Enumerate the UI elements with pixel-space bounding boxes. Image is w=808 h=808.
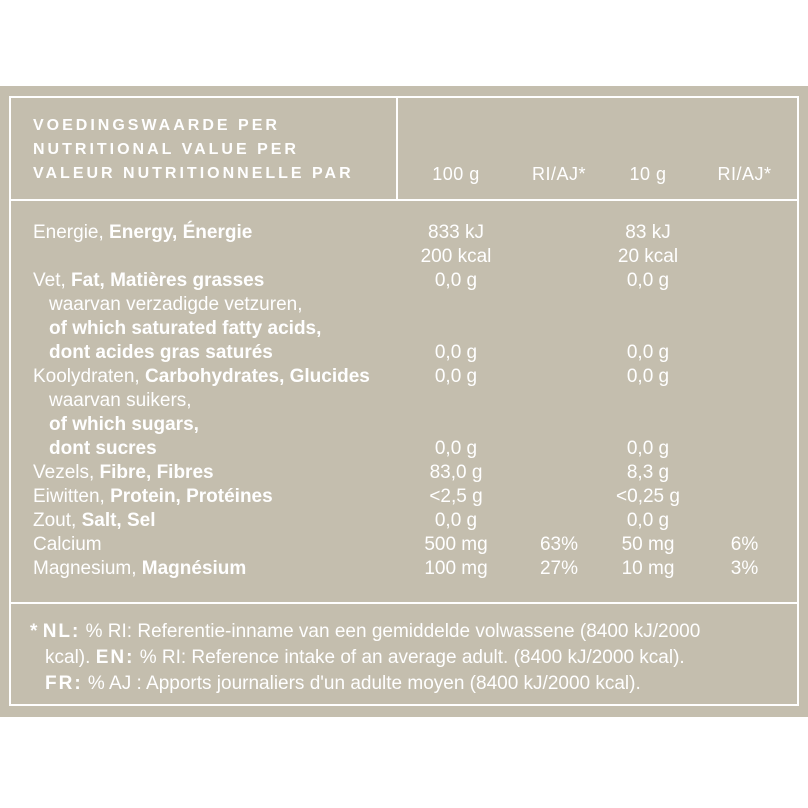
nutrient-row [11, 485, 797, 509]
nutrient-label [11, 557, 398, 581]
value-ri-aj-1 [514, 341, 604, 365]
text-part: EN: [95, 647, 135, 668]
nutrition-table-frame [9, 96, 799, 706]
table-body [11, 201, 797, 602]
column-header-ri-aj-2: RI/AJ* [717, 164, 772, 184]
value-ri-aj-2 [692, 341, 797, 365]
nutrient-row [11, 413, 797, 437]
value-ri-aj-2 [692, 293, 797, 317]
column-headers [398, 98, 797, 199]
value-ri-aj-2 [692, 389, 797, 413]
text-part: waarvan suikers, [49, 390, 192, 411]
column-header-ri-aj-1: RI/AJ* [531, 164, 586, 184]
value-100g [398, 389, 514, 413]
value-100g [398, 413, 514, 437]
nutrient-label [11, 461, 398, 485]
nutrient-label [11, 317, 398, 341]
footnote-line [30, 645, 777, 671]
value-10g: 0,0 g [626, 342, 670, 363]
value-100g [398, 317, 514, 341]
value-100g: <2,5 g [429, 486, 483, 507]
text-part: dont sucres [49, 438, 157, 459]
text-part: Énergie [182, 222, 253, 243]
value-ri-aj-1 [514, 221, 604, 245]
value-ri-aj-1: 27% [539, 558, 579, 579]
nutrient-label [11, 509, 398, 533]
value-ri-aj-1 [514, 317, 604, 341]
value-ri-aj-1 [514, 245, 604, 269]
value-ri-aj-1 [514, 485, 604, 509]
value-ri-aj-2 [692, 413, 797, 437]
value-10g: 83 kJ [625, 222, 671, 243]
nutrient-row [11, 245, 797, 269]
value-ri-aj-2 [692, 461, 797, 485]
text-part: Magnésium [141, 558, 247, 579]
value-ri-aj-2 [692, 509, 797, 533]
text-part: Vezels, [33, 462, 100, 483]
value-100g: 833 kJ [428, 222, 484, 243]
nutrient-label [11, 341, 398, 365]
text-part: Zout, [33, 510, 82, 531]
value-10g [604, 389, 692, 413]
value-ri-aj-2 [692, 437, 797, 461]
column-header-10g: 10 g [629, 164, 667, 184]
nutrient-label [11, 365, 398, 389]
footnote-line [30, 619, 777, 645]
text-part: waarvan verzadigde vetzuren, [49, 294, 303, 315]
value-ri-aj-2 [692, 485, 797, 509]
value-10g: 0,0 g [626, 270, 670, 291]
value-10g: 10 mg [621, 558, 675, 579]
text-part: Energy, [109, 222, 183, 243]
header-title [11, 98, 398, 199]
value-ri-aj-2 [692, 269, 797, 293]
nutrient-label [11, 293, 398, 317]
text-part: of which sugars, [49, 414, 199, 435]
value-10g: 0,0 g [626, 438, 670, 459]
text-part: of which saturated fatty acids, [49, 318, 322, 339]
nutrient-row [11, 221, 797, 245]
value-100g: 0,0 g [434, 438, 478, 459]
value-ri-aj-1 [514, 365, 604, 389]
value-ri-aj-1 [514, 293, 604, 317]
footnote [11, 602, 797, 704]
value-ri-aj-1 [514, 269, 604, 293]
text-part: kcal). [45, 647, 96, 668]
text-part: % AJ : Apports journaliers d'un adulte moyen (8400 kJ/2000 kcal). [82, 673, 641, 694]
nutrient-row [11, 389, 797, 413]
value-10g: 50 mg [621, 534, 675, 555]
value-ri-aj-1 [514, 389, 604, 413]
column-header-100g: 100 g [432, 164, 480, 184]
value-10g: 20 kcal [617, 246, 679, 267]
text-part: Magnesium, [33, 558, 142, 579]
nutrient-label [11, 533, 398, 557]
text-part: Fibres [156, 462, 214, 483]
nutrient-row [11, 533, 797, 557]
text-part: % RI: Referentie-inname van een gemiddelde volwassene (8400 kJ/2000 [80, 621, 701, 642]
value-ri-aj-2 [692, 317, 797, 341]
text-part: Glucides [289, 366, 370, 387]
nutrient-label [11, 485, 398, 509]
value-ri-aj-1 [514, 413, 604, 437]
value-100g: 0,0 g [434, 366, 478, 387]
value-100g [398, 293, 514, 317]
text-part: Koolydraten, [33, 366, 145, 387]
value-ri-aj-2 [692, 221, 797, 245]
value-10g: <0,25 g [616, 486, 680, 507]
nutrient-row [11, 269, 797, 293]
text-part: dont acides gras saturés [49, 342, 273, 363]
nutrient-row [11, 293, 797, 317]
text-part: NL: [42, 621, 81, 642]
text-part: Sel [126, 510, 156, 531]
value-100g: 200 kcal [420, 246, 492, 267]
value-100g: 0,0 g [434, 270, 478, 291]
text-part: Eiwitten, [33, 486, 111, 507]
table-header [11, 98, 797, 201]
nutrition-panel [0, 86, 808, 717]
text-part: Fat, [71, 270, 111, 291]
header-title-line-nl: VOEDINGSWAARDE PER [33, 117, 280, 134]
value-100g: 0,0 g [434, 342, 478, 363]
value-100g: 0,0 g [434, 510, 478, 531]
value-10g: 8,3 g [626, 462, 670, 483]
nutrient-label [11, 437, 398, 461]
header-title-line-en: NUTRITIONAL VALUE PER [33, 141, 299, 158]
value-10g: 0,0 g [626, 366, 670, 387]
header-title-line-fr: VALEUR NUTRITIONNELLE PAR [33, 165, 354, 182]
value-ri-aj-1 [514, 509, 604, 533]
text-part: Salt, [81, 510, 127, 531]
nutrient-row [11, 557, 797, 581]
nutrient-row [11, 437, 797, 461]
nutrient-label [11, 413, 398, 437]
value-ri-aj-1: 63% [539, 534, 579, 555]
nutrient-label [11, 221, 398, 245]
value-ri-aj-2: 6% [730, 534, 759, 555]
nutrient-label [11, 269, 398, 293]
value-ri-aj-2 [692, 365, 797, 389]
text-part: % RI: Reference intake of an average adult. (8400 kJ/2000 kcal). [134, 647, 685, 668]
nutrient-label [11, 245, 398, 269]
text-part: FR: [45, 673, 83, 694]
text-part: Matières grasses [110, 270, 265, 291]
text-part: Protéines [186, 486, 273, 507]
text-part: Calcium [33, 534, 102, 555]
value-ri-aj-2: 3% [730, 558, 759, 579]
text-part: Vet, [33, 270, 72, 291]
text-part: * [30, 621, 43, 642]
text-part: Protein, [110, 486, 187, 507]
value-10g [604, 293, 692, 317]
nutrient-row [11, 317, 797, 341]
value-100g: 500 mg [424, 534, 488, 555]
value-ri-aj-2 [692, 245, 797, 269]
value-100g: 83,0 g [429, 462, 483, 483]
footnote-line [30, 671, 777, 697]
value-ri-aj-1 [514, 437, 604, 461]
value-ri-aj-1 [514, 461, 604, 485]
value-10g [604, 317, 692, 341]
value-100g: 100 mg [424, 558, 488, 579]
value-10g: 0,0 g [626, 510, 670, 531]
text-part: Carbohydrates, [144, 366, 290, 387]
nutrient-row [11, 341, 797, 365]
nutrient-row [11, 509, 797, 533]
nutrient-label [11, 389, 398, 413]
text-part: Energie, [33, 222, 110, 243]
value-10g [604, 413, 692, 437]
text-part: Fibre, [99, 462, 157, 483]
nutrient-row [11, 365, 797, 389]
nutrient-row [11, 461, 797, 485]
